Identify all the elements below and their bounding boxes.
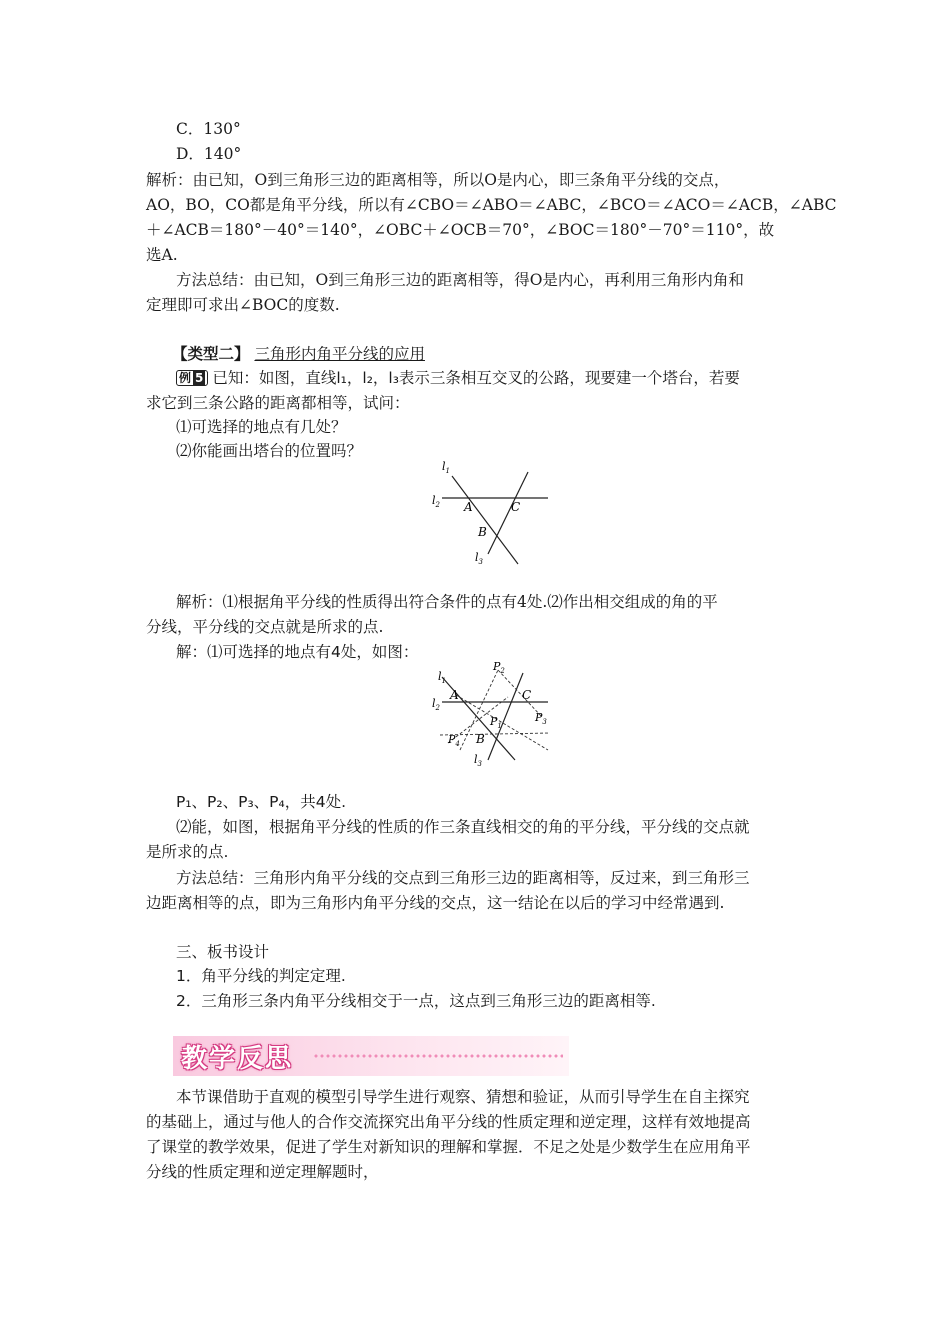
banner-dots-decoration (313, 1054, 563, 1058)
solution-line-1: 解：⑴可选择的地点有4处，如图： (176, 643, 419, 661)
solution-part-2-line-2: 是所求的点. (146, 843, 229, 861)
analysis-2-label: 解析： (176, 593, 223, 611)
label-a: A (450, 688, 459, 702)
type-2-title: 三角形内角平分线的应用 (254, 345, 425, 363)
board-item-2: 2．三角形三条内角平分线相交于一点，这点到三角形三边的距离相等. (176, 992, 656, 1010)
label-b: B (478, 525, 487, 539)
analysis-1-label: 解析： (146, 171, 193, 189)
label-l2: $l_2$ (432, 697, 440, 712)
board-item-1: 1．角平分线的判定定理. (176, 967, 346, 985)
analysis-2-text-1: ⑴根据角平分线的性质得出符合条件的点有4处.⑵作出相交组成的角的平 (222, 593, 718, 611)
type-2-label: 【类型二】 (172, 345, 250, 363)
bisector-4 (498, 670, 542, 717)
reflection-banner (173, 1036, 569, 1076)
solution-part-2-line-1: ⑵能，如图，根据角平分线的性质的作三条直线相交的角的平分线，平分线的交点就 (176, 818, 750, 836)
solution-points: P₁、P₂、P₃、P₄，共4处. (176, 793, 347, 811)
example-5-line-1 (176, 366, 740, 390)
bisector-1 (440, 733, 550, 735)
label-b: B (476, 732, 485, 746)
question-1: ⑴可选择的地点有几处？ (176, 418, 347, 436)
method-2-line-2: 边距离相等的点，即为三角形内角平分线的交点，这一结论在以后的学习中经常遇到. (146, 894, 725, 912)
example-5-line-2: 求它到三条公路的距离都相等，试问： (146, 394, 410, 412)
line-l3 (488, 472, 528, 554)
label-l2: $l_2$ (432, 494, 440, 509)
option-c: C．130° (176, 120, 241, 138)
label-c: C (511, 500, 521, 514)
label-l3: $l_3$ (475, 551, 483, 566)
question-2: ⑵你能画出塔台的位置吗？ (176, 442, 363, 460)
board-title: 三、板书设计 (176, 943, 270, 961)
label-l3: $l_3$ (474, 753, 482, 768)
label-l1: $l_1$ (438, 670, 446, 685)
label-p3: $P_3$ (535, 711, 547, 726)
label-a: A (464, 500, 473, 514)
analysis-1-line-3: ＋∠ACB＝180°－40°＝140°，∠OBC＋∠OCB＝70°，∠BOC＝180°－70°＝110°，故 (146, 221, 775, 239)
label-p1: $P_1$ (490, 715, 502, 730)
method-1-label: 方法总结： (176, 271, 254, 289)
analysis-1-line-4: 选A. (146, 246, 178, 264)
reflection-line-2: 的基础上，通过与他人的合作交流探究出角平分线的性质定理和逆定理，这样有效地提高 (146, 1113, 751, 1131)
option-d: D．140° (176, 145, 242, 163)
reflection-line-3: 了课堂的教学效果，促进了学生对新知识的理解和掌握．不足之处是少数学生在应用角平 (146, 1138, 751, 1156)
analysis-1-text-1: 由已知，O到三角形三边的距离相等，所以O是内心，即三条角平分线的交点， (192, 171, 730, 189)
method-2-label: 方法总结： (176, 869, 254, 887)
method-1-text-1: 由已知，O到三角形三边的距离相等，得O是内心，再利用三角形内角和 (253, 271, 744, 289)
type-2-heading (172, 342, 425, 366)
method-1-line-2: 定理即可求出∠BOC的度数. (146, 296, 340, 314)
label-l1: $l_1$ (442, 460, 450, 475)
figure-2-bisector-points (420, 655, 570, 773)
analysis-1-line-1 (146, 168, 729, 192)
label-p4: $P_4$ (448, 733, 460, 748)
figure-1-intersecting-lines (420, 458, 560, 573)
method-2-text-1: 三角形内角平分线的交点到三角形三边的距离相等，反过来，到三角形三 (253, 869, 750, 887)
reflection-line-1: 本节课借助于直观的模型引导学生进行观察、猜想和验证，从而引导学生在自主探究 (176, 1088, 750, 1106)
line-l1 (452, 476, 521, 564)
analysis-2-line-1 (176, 590, 718, 614)
label-p2: $P_2$ (493, 660, 505, 675)
example-5-text-1: 已知：如图，直线l₁，l₂，l₃表示三条相互交叉的公路，现要建一个塔台，若要 (212, 369, 740, 387)
method-1-line-1 (176, 268, 744, 292)
reflection-line-4: 分线的性质定理和逆定理解题时， (146, 1163, 379, 1181)
example-badge: 例 5 (176, 370, 208, 386)
analysis-1-line-2: AO，BO，CO都是角平分线，所以有∠CBO＝∠ABO＝∠ABC，∠BCO＝∠ACO＝∠ACB，∠ABC (146, 196, 837, 214)
label-c: C (522, 688, 532, 702)
reflection-banner-title: 教学反思 (181, 1044, 294, 1074)
analysis-2-line-2: 分线，平分线的交点就是所求的点. (146, 618, 384, 636)
method-2-line-1 (176, 866, 750, 890)
